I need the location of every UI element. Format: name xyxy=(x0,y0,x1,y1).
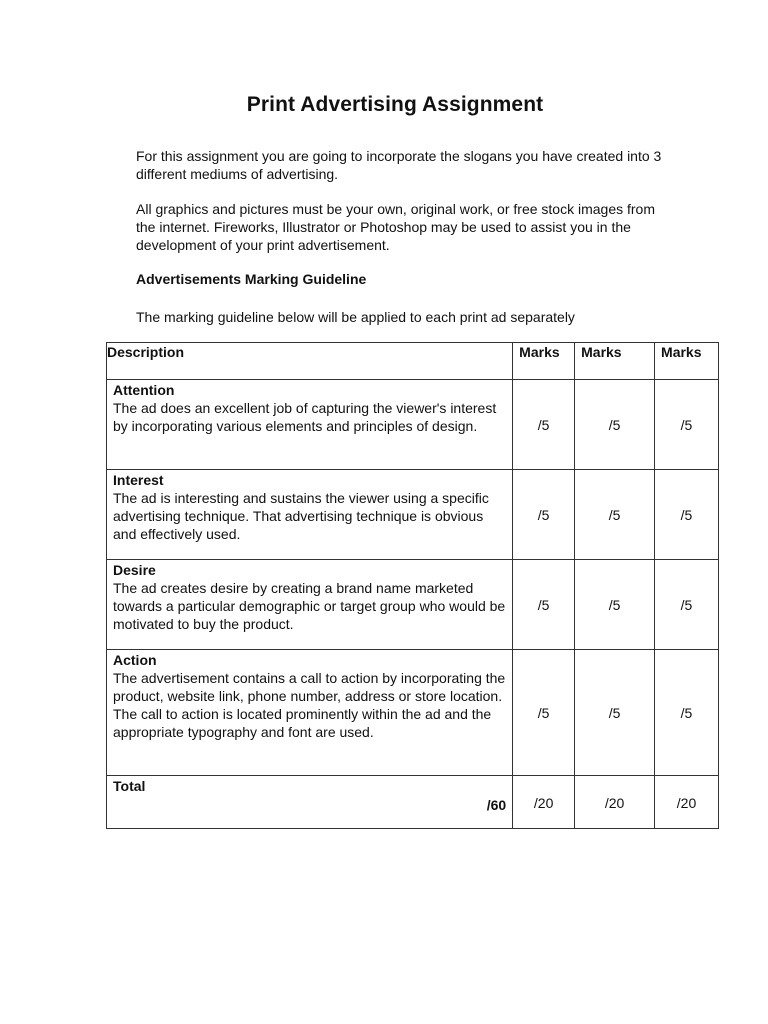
criterion-name: Interest xyxy=(113,472,164,488)
mark-cell: /5 xyxy=(655,560,719,650)
marks-header-1: Marks xyxy=(513,343,575,380)
total-mark-cell: /20 xyxy=(575,776,655,829)
criterion-text: The ad is interesting and sustains the viewer using a specific advertising technique. That advertising technique is obvious and effectively used. xyxy=(113,490,489,542)
mark-cell: /5 xyxy=(655,380,719,470)
mark-cell: /5 xyxy=(575,560,655,650)
criterion-name: Action xyxy=(113,652,157,668)
table-row xyxy=(107,470,719,560)
mark-cell: /5 xyxy=(575,650,655,776)
mark-cell: /5 xyxy=(513,470,575,560)
guideline-heading: Advertisements Marking Guideline xyxy=(136,271,367,287)
total-mark-cell: /20 xyxy=(655,776,719,829)
criterion-description xyxy=(107,560,513,650)
table-header-row xyxy=(107,343,719,380)
criterion-text: The ad creates desire by creating a brand name marketed towards a particular demographic or target group who would be motivated to buy the product. xyxy=(113,580,506,632)
marks-header-2: Marks xyxy=(575,343,655,380)
marking-guideline-table xyxy=(106,342,719,829)
criterion-text: The advertisement contains a call to action by incorporating the product, website link, phone number, address or store location. The call to action is located prominently within the ad and the appropriate typography and font are used. xyxy=(113,670,506,740)
criterion-description xyxy=(107,650,513,776)
mark-cell: /5 xyxy=(513,380,575,470)
criterion-description xyxy=(107,380,513,470)
mark-cell: /5 xyxy=(513,560,575,650)
guideline-intro: The marking guideline below will be applied to each print ad separately xyxy=(136,309,575,325)
table-row xyxy=(107,380,719,470)
page-title: Print Advertising Assignment xyxy=(246,93,544,116)
criterion-name: Desire xyxy=(113,562,156,578)
requirements-paragraph: All graphics and pictures must be your own, original work, or free stock images from the internet. Fireworks, Illustrator or Photoshop may be used to assist you in the development of your print advertisement. xyxy=(136,201,655,253)
total-max: /60 xyxy=(486,797,507,813)
mark-cell: /5 xyxy=(655,650,719,776)
description-header: Description xyxy=(107,343,513,380)
total-description xyxy=(107,776,513,829)
mark-cell: /5 xyxy=(513,650,575,776)
mark-cell: /5 xyxy=(655,470,719,560)
mark-cell: /5 xyxy=(575,380,655,470)
mark-cell: /5 xyxy=(575,470,655,560)
criterion-name: Attention xyxy=(113,382,175,398)
total-label: Total xyxy=(113,778,146,794)
intro-paragraph: For this assignment you are going to incorporate the slogans you have created into 3 different mediums of advertising. xyxy=(136,148,662,182)
table-row xyxy=(107,560,719,650)
marks-header-3: Marks xyxy=(655,343,719,380)
criterion-text: The ad does an excellent job of capturing the viewer's interest by incorporating various elements and principles of design. xyxy=(113,400,497,434)
table-row xyxy=(107,650,719,776)
total-row xyxy=(107,776,719,829)
total-mark-cell: /20 xyxy=(513,776,575,829)
criterion-description xyxy=(107,470,513,560)
